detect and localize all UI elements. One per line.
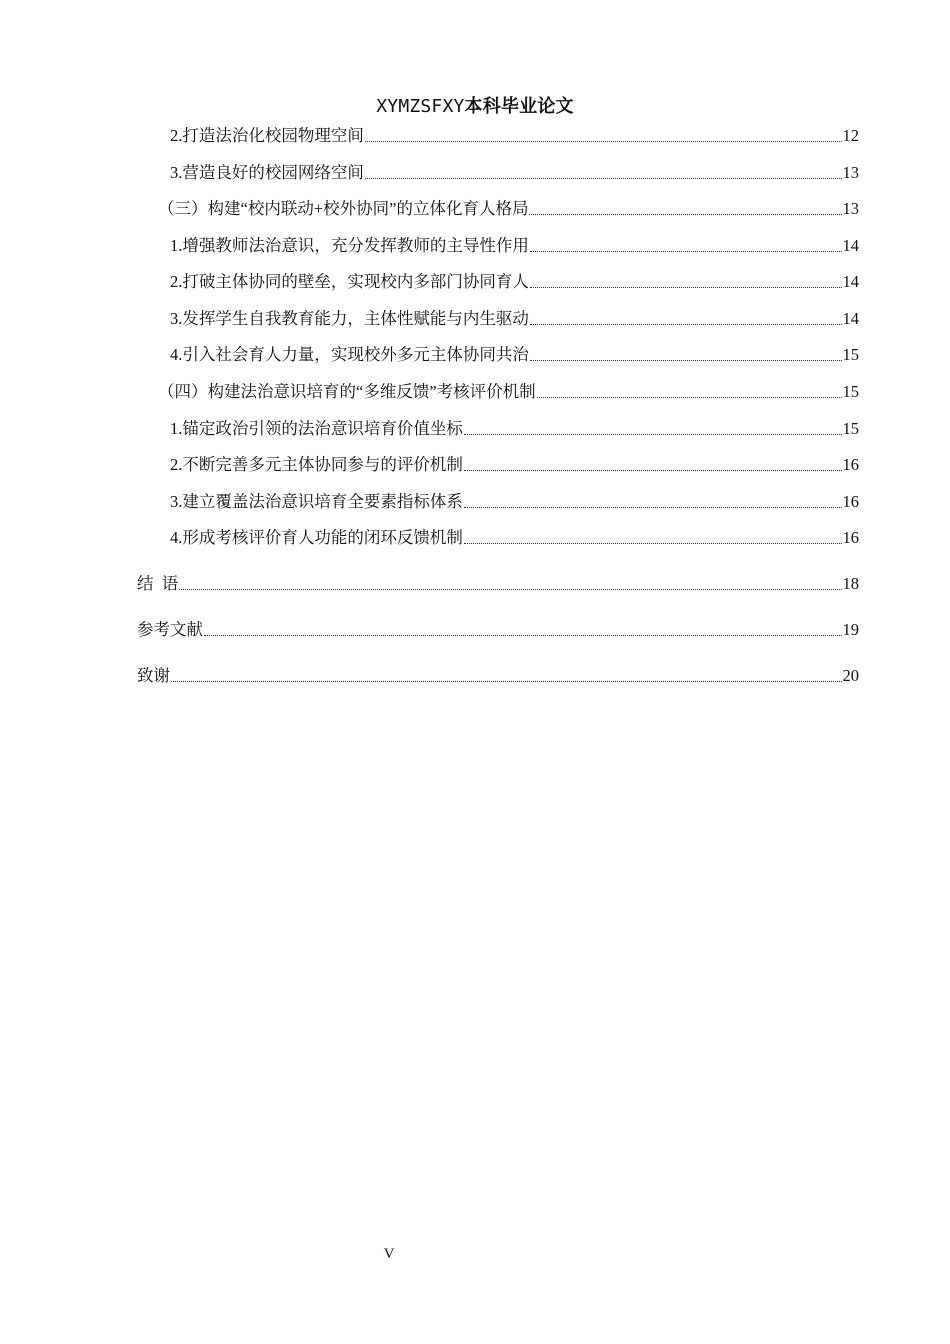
toc-entry-label: 参考文献 <box>137 620 203 639</box>
toc-dot-leader <box>464 469 842 471</box>
toc-dot-leader <box>179 588 841 590</box>
toc-entry-label: （三）构建“校内联动+校外协同”的立体化育人格局 <box>158 199 529 218</box>
toc-entry[interactable] <box>170 123 859 147</box>
toc-dot-leader <box>530 250 842 252</box>
toc-entry-page: 15 <box>842 382 859 401</box>
toc-dot-leader <box>204 634 842 636</box>
toc-entry-page: 18 <box>842 574 859 593</box>
toc-entry[interactable] <box>158 196 859 220</box>
toc-entry[interactable] <box>137 617 859 641</box>
toc-dot-leader <box>464 433 842 435</box>
toc-dot-leader <box>171 680 842 682</box>
toc-entry-page: 16 <box>842 492 859 511</box>
toc-entry-label: 1.锚定政治引领的法治意识培育价值坐标 <box>170 419 463 438</box>
toc-entry-label: 1.增强教师法治意识，充分发挥教师的主导性作用 <box>170 236 529 255</box>
toc-dot-leader <box>529 213 841 215</box>
toc-dot-leader <box>464 542 842 544</box>
toc-entry[interactable] <box>170 489 859 513</box>
toc-entry-page: 15 <box>842 345 859 364</box>
toc-dot-leader <box>530 286 842 288</box>
toc-entry[interactable] <box>158 379 859 403</box>
toc-entry-page: 13 <box>842 199 859 218</box>
page-number: V <box>383 1246 395 1262</box>
toc-dot-leader <box>365 177 842 179</box>
toc-dot-leader <box>530 359 842 361</box>
toc-entry[interactable] <box>170 525 859 549</box>
toc-entry-page: 20 <box>842 666 859 685</box>
header-title: 本科毕业论文 <box>464 96 574 117</box>
toc-entry-label: 结 语 <box>137 574 179 593</box>
toc-entry-label: 4.引入社会育人力量，实现校外多元主体协同共治 <box>170 345 529 364</box>
toc-entry[interactable] <box>170 342 859 366</box>
toc-entry-label: 2.打造法治化校园物理空间 <box>170 126 364 145</box>
toc-entry-page: 14 <box>842 309 859 328</box>
toc-entry[interactable] <box>170 452 859 476</box>
toc-entry-page: 13 <box>842 163 859 182</box>
toc-entry-page: 16 <box>842 528 859 547</box>
header-school-code: XYMZSFXY <box>376 96 465 117</box>
toc-entry-label: 3.营造良好的校园网络空间 <box>170 163 364 182</box>
toc-dot-leader <box>365 140 842 142</box>
toc-entry[interactable] <box>170 269 859 293</box>
toc-entry-page: 14 <box>842 272 859 291</box>
toc-entry-page: 15 <box>842 419 859 438</box>
toc-entry-page: 12 <box>842 126 859 145</box>
toc-entry-label: 4.形成考核评价育人功能的闭环反馈机制 <box>170 528 463 547</box>
toc-entry-label: 2.不断完善多元主体协同参与的评价机制 <box>170 455 463 474</box>
toc-entry[interactable] <box>137 663 859 687</box>
toc-entry-label: 致谢 <box>137 666 170 685</box>
toc-entry-label: 3.建立覆盖法治意识培育全要素指标体系 <box>170 492 463 511</box>
toc-dot-leader <box>464 506 842 508</box>
toc-entry-label: 3.发挥学生自我教育能力，主体性赋能与内生驱动 <box>170 309 529 328</box>
toc-entry-label: （四）构建法治意识培育的“多维反馈”考核评价机制 <box>158 382 536 401</box>
toc-entry-page: 14 <box>842 236 859 255</box>
toc-entry-label: 2.打破主体协同的壁垒，实现校内多部门协同育人 <box>170 272 529 291</box>
toc-entry[interactable] <box>137 571 859 595</box>
toc-entry-page: 16 <box>842 455 859 474</box>
toc-entry[interactable] <box>170 233 859 257</box>
toc-entry[interactable] <box>170 160 859 184</box>
toc-dot-leader <box>530 323 842 325</box>
toc-entry[interactable] <box>170 306 859 330</box>
toc-entry[interactable] <box>170 416 859 440</box>
toc-entry-page: 19 <box>842 620 859 639</box>
toc-dot-leader <box>537 396 842 398</box>
